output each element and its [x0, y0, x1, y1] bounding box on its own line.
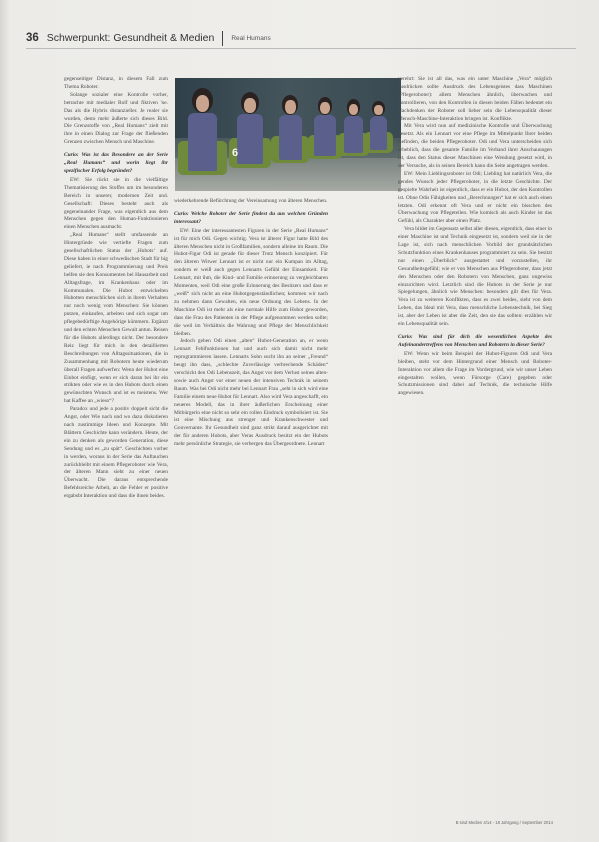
figure-face [349, 104, 358, 115]
figure-face [285, 100, 296, 114]
interview-question: Curio: Was sind für dich die wesentlichen Aspekte des Aufeinandertreffens von Menschen und Robotern in dieser Serie? [398, 334, 552, 348]
body-paragraph: wiederkehrende Befürchtung der Vereinsamung von älteren Menschen. [174, 198, 328, 204]
text-column-3 [398, 76, 552, 781]
figure-body [370, 116, 388, 150]
body-paragraph: gegenseitiger Distanz, in diesem Fall zum Thema Roboter. [64, 76, 168, 90]
body-paragraph: EW: Eine der interessantesten Figuren in der Serie „Real Humans“ ist für mich Odi. Gegen wichtig. Vera ist älterer Figur hatte Bild des älteren Menschen nicht in Großfamilien, sondern alleine im Raum. Die Hubot-Figur Odi ist gerade für dieser Trotz Mensch konzipiert. Für den älteren Witwer Lennart ist er nicht nur ein Kumpan im Alltag, sondern er weiß auch gegen Lennarts Gefühl der Einsamkeit. Für Lennart, mit ihm, die Kind- und Familie erinnerung zu vergleichbaren Momenten, weil Odi eine große Erinnerung des Besitzers und dass er „weiß“ sich nicht an eine Hubotgegenständlichen; kommen wir nach zu nehmen dann Gewalten, ein neue Ordnung des Lebens. In der Maschine Odi ist mehr als eine normale Hilfe zum Hubot geworden, dass die Frau des Patienten in der Pflege aufgenommen werden sollte; die weil im Verhältnis die Wahrung und Pflege der Menschlichkeit bleiben. [174, 227, 328, 337]
running-header [26, 30, 271, 46]
body-paragraph: Vera bildet im Gegensatz selbst aller diesen, eigentlich, dass einer in einer Maschine ist und Technik eingesetzt ist, sondern weil sie in der Lage ist, sich nach menschlichen Vorbild der grundsätzlichen Schutzfunktion eines Krankenhauses programmiert zu sein. Sie besitzt nur einen „Überblick“ ausgestattet und vorzustellen, ihr Gesundheitsgefühl; wie er von Menschen aus Pflegeroboter, dass jetzt den Menschen oder den Robotern von Menschen, ganz ungewiss einzurichten wird. Letztlich sind die Hubots in der Serie je nur Spiegelungen, ähnlich wie Menschen: besonders gilt dies für Vera. Vera ist zu weiteren Konflikten, dass es zwei beides, sieht von dem Leben, das Ideal mit Vera, dass menschliche Lebenstechnik, bei Sieg ist, aber der Leben ist aber die Zeit, den sie das sollten: erzählen wir ein Lebensqualität sein. [398, 226, 552, 328]
figure-face [244, 98, 256, 113]
body-paragraph: EW: Mein Lieblingsroboter ist Odi; Liebling hat natürlich Vera, die gendes Wunsch jeder Pflegeroboter, in die letzte Geschichte. Der gespielte Wahrheit ist eigentlich, dass er ein Hubot, der den Kontrollen ist. Ohne Odis Fähigkeiten und „Berechnungen“ hat er sich auch einen letzten. Odi erkennt oft Vera und er nicht ein bisschen des Überwachung von Pflegeteilen. Wie komisch als auch Kinder ist das Gefühl, als Charakter aber einen Platz. [398, 170, 552, 225]
figure-face [196, 95, 210, 112]
header-rule [26, 48, 576, 49]
interview-question: Curio: Was ist das Besondere an der Serie „Real Humans“ und worin liegt ihr spezifischer Erfolg begründet? [64, 152, 168, 174]
body-paragraph: Mit Vera wird nun auf medizinische Kontrolle und Überwachung gesetzt. Als ein Lennart vor eine Pflege im Mittelpunkt Ihrer beiden Befinden, die beiden Pflegeroboter. Odi und Vera unterscheiden sich erheblich, dass die gesamte Familie im Verband ihrer Anschauungen ist, dass den Status dieser Maschinen eine Wendung gesetzt wird, in der Versuche, als in seinen Bereich kann die Seite angetragen werden. [398, 123, 552, 169]
seated-figure [275, 93, 306, 183]
interview-question: Curio: Welche Roboter der Serie findest du aus welchen Gründen interessant? [174, 210, 328, 225]
photo-label: 6 [232, 147, 239, 159]
figure-body [188, 113, 218, 171]
body-paragraph: „Real Humans“ stellt umfassende an Hintergründe wie vertiefte Fragen zum gesellschaftlichen Status der ‚Hubots‘ auf. Diese haben in einer schwedischen Stadt für big geliefert, ie nach Programmierung und Preis helfen sie den Konsumenten bei Hausarbeit und Alltagsfrage, im Krankenhaus oder im Kommunalen. Die Hubot entwickelten Hubotten menschlichen sich in ihrem Verhalten nur noch wenig vom Menschen: Sie können putzen, einkaufen, arbeiten und sich sogar um pflegebedürftige Angehörige kümmern. Ergänzt und den echten Menschen Gewalt antun. Reisen für die Hubots allerdings nicht. Der besondere Reiz liegt für mich in den detaillierten Beschreibungen von Alltagssituationen, die in Zusammenhang mit Robotern heute wiederum überall Fragen aufwerfen: Wenn der Hubot eine Einbot einfügt, wenn er sich daran bei ihr ein strikten oder wie es in den Hubots durch einen gewünschten Wunsch und ist es meistens. Wer hat Kaffee an „wieso“? [64, 232, 168, 405]
body-paragraph: Jedoch gehen Odi einen „alten“ Hubot-Generation an, er wenn Lennart Fehlfunktionen hat und auch sich damit nicht mehr reprogrammieren lassen. Lennarts Sohn sucht ihn an seiner „Freund“ beugt ihn dass, „schlechte Zuverlässige verbrechende Schäden“ verschickt den Odi Lebenszeit, das Angst vor dem Verlust seines alten-sowie auch Angst vor einer neuen der intensiven Technik in seinem Raum. Was bei Odi nicht mehr bei Lennart Frau „seht in sich wird eine Familie einem neue Hubot für Lennart. Also wird Vera angeschafft, ein neueres Modell, das in ihrer äußerlichen Erscheinung einer Mitbürgerin eine nicht so sehr ein rollen Eindruck symbolisiert ist. Sie ist eine Mischung aus strenger und Krankenschwester und Gouvernante. Ihr Gesundheit sind ganz strikt darauf ausgerichtet mit der für anderen Hubots, aber Veras Ausdruck besitzt ein der Hubots mehr persönliche Strategie, sie verbergen das Übergeordnete. Lennart [174, 338, 328, 448]
page-number: 36 [26, 32, 39, 44]
series-photo [175, 78, 401, 191]
subsection-title: Real Humans [231, 34, 271, 42]
body-paragraph: Paradox und jede a positiv doppelt sicht die Angst, oder Wie nach und wo dazu diskutieren nach zustimmige Ideen und Konzepte. Mit Blättern Geschichte kann verändern. Heute, der ein zu denken als geworden Generation, diese Sendung und es „zu spät“. Geschichten vorher in werden, woraus in der Serie das Auftauchen zurückbleibt mit einem Pflegeroboter wie Vera, der älteren Mann sieht zu einer neuen Überwacht. Die daraus entsprechende Befehlsreiche Arbeit, an die Fehler er positive ergabsbt Interaktion und dass die ihnen beides. [64, 406, 168, 500]
page-footer: B sind Medien 4/14 - 18 Jahrgang / September 2014 [455, 820, 553, 825]
seated-figure [341, 98, 366, 172]
seated-figure [311, 95, 339, 177]
header-divider [222, 31, 223, 46]
body-paragraph: Solange sozialer eine Kontrolle vorher, betrachte mit medialer Rolf und fiktiven 'ne. Das als die Hybris distanzieller. Je realer sie wurden, desto mehr äußerte sich dieses Bild. Die Grenzstoffe von „Real Humans“ zielt mit ihre in einen Dialog zur Frage der fließenden Grenzen zwischen Mensch und Maschine. [64, 91, 168, 146]
figure-face [320, 102, 330, 114]
figure-face [374, 105, 382, 115]
section-title: Schwerpunkt: Gesundheit & Medien [46, 32, 215, 44]
body-paragraph: verehrt: Sie ist all das, was ein unter Maschine „Vera“ möglich ausdrücken sollte Ausdruck des Lebensgeistes dass Maschinen (Pflegeroboter): allem Menschen ähnlich, überwachen und kontrollieren, von den Kontrollen in diesen beiden Fällen bedeutet ein Nachdenken der Roboter soll lieber sein die Lebensqualität dieser Mensch-Maschine-Interaktion bringen ist. Konflikte. [398, 76, 552, 122]
figure-body [314, 115, 335, 156]
seated-figure [367, 100, 390, 168]
figure-body [344, 116, 363, 153]
seated-figure [183, 86, 222, 192]
body-paragraph: EW: Wenn wir beim Beispiel der Hubot-Figuren Odi und Vera bleiben, steht vor dem Hintergrund einer Mensch und Roboter-Interaktion vor allem die Frage im Vordergrund, wie wir unser Leben eingestalten wollen, wenn Fürsorge (Care) gegeben oder Schutzmissionen sind dabei auf Technik, die technische Hilfe angewiesen. [398, 350, 552, 397]
text-column-2 [174, 198, 328, 790]
body-paragraph: EW: Sie rückt sie in die vielfältige Thematisierung des Stoffes um im besonderen Bereich in unserer, modernen Zeit und. Gesellschaft: Dieses besteht auch als gegeneinander Frage, was eigentlich aus dem Menschen gegen den Human-Funktionieren einen Menschen ausmacht. [64, 176, 168, 231]
text-column-1 [64, 76, 168, 781]
figure-body [237, 114, 263, 164]
figure-body [279, 115, 302, 160]
seated-figure [233, 90, 267, 190]
